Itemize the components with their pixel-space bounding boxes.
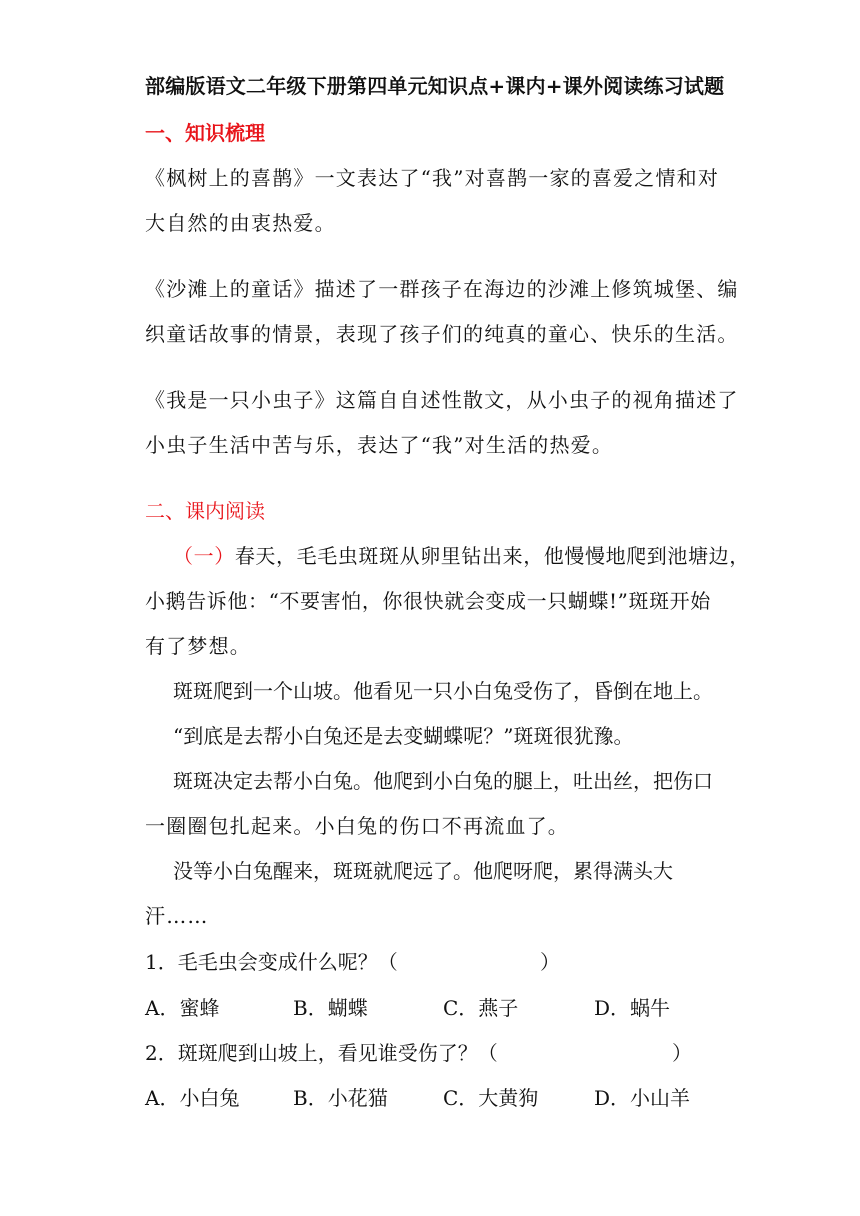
question-2 <box>145 1039 498 1067</box>
option-d: D．小山羊 <box>594 1086 691 1110</box>
question-1 <box>145 948 398 976</box>
knowledge-line: 织童话故事的情景，表现了孩子们的纯真的童心、快乐的生活。 <box>145 322 739 346</box>
option-d: D．蜗牛 <box>594 996 671 1020</box>
option-c: C．燕子 <box>443 996 519 1020</box>
knowledge-line: 大自然的由衷热爱。 <box>145 211 336 235</box>
reading-line: 春天，毛毛虫斑斑从卵里钻出来，他慢慢地爬到池塘边， <box>234 544 750 568</box>
answer-blank-close: ） <box>672 1041 692 1065</box>
part-label: （一） <box>173 544 235 568</box>
reading-line: 斑斑爬到一个山坡。他看见一只小白兔受伤了，昏倒在地上。 <box>173 679 713 703</box>
section-heading-reading: 二、课内阅读 <box>145 499 265 523</box>
reading-line: 没等小白兔醒来，斑斑就爬远了。他爬呀爬，累得满头大 <box>173 859 673 883</box>
reading-line: 斑斑决定去帮小白兔。他爬到小白兔的腿上，吐出丝，把伤口 <box>173 769 713 793</box>
reading-line: 有了梦想。 <box>145 634 251 658</box>
knowledge-line: 《我是一只小虫子》这篇自自述性散文，从小虫子的视角描述了 <box>145 388 739 412</box>
reading-line: 汗…… <box>145 904 209 928</box>
document-title: 部编版语文二年级下册第四单元知识点+课内+课外阅读练习试题 <box>145 74 725 98</box>
option-a: A．蜜蜂 <box>145 996 220 1020</box>
option-b: B．小花猫 <box>293 1086 388 1110</box>
option-a: A．小白兔 <box>145 1086 240 1110</box>
knowledge-line: 《沙滩上的童话》描述了一群孩子在海边的沙滩上修筑城堡、编 <box>145 277 739 301</box>
option-c: C．大黄狗 <box>443 1086 539 1110</box>
question-text: 2．斑斑爬到山坡上，看见谁受伤了？（ <box>145 1041 498 1065</box>
knowledge-line: 《枫树上的喜鹊》一文表达了“我”对喜鹊一家的喜爱之情和对 <box>145 166 720 190</box>
question-text: 1．毛毛虫会变成什么呢？（ <box>145 950 398 974</box>
knowledge-line: 小虫子生活中苦与乐，表达了“我”对生活的热爱。 <box>145 433 614 457</box>
reading-line: 一圈圈包扎起来。小白兔的伤口不再流血了。 <box>145 814 569 838</box>
answer-blank-close: ） <box>540 950 560 974</box>
reading-line: “到底是去帮小白兔还是去变蝴蝶呢？”斑斑很犹豫。 <box>173 724 634 748</box>
option-b: B．蝴蝶 <box>293 996 368 1020</box>
section-heading-knowledge: 一、知识梳理 <box>145 121 265 145</box>
reading-line: 小鹅告诉他：“不要害怕，你很快就会变成一只蝴蝶!”斑斑开始 <box>145 589 711 613</box>
reading-paragraph-first-line <box>173 542 750 570</box>
